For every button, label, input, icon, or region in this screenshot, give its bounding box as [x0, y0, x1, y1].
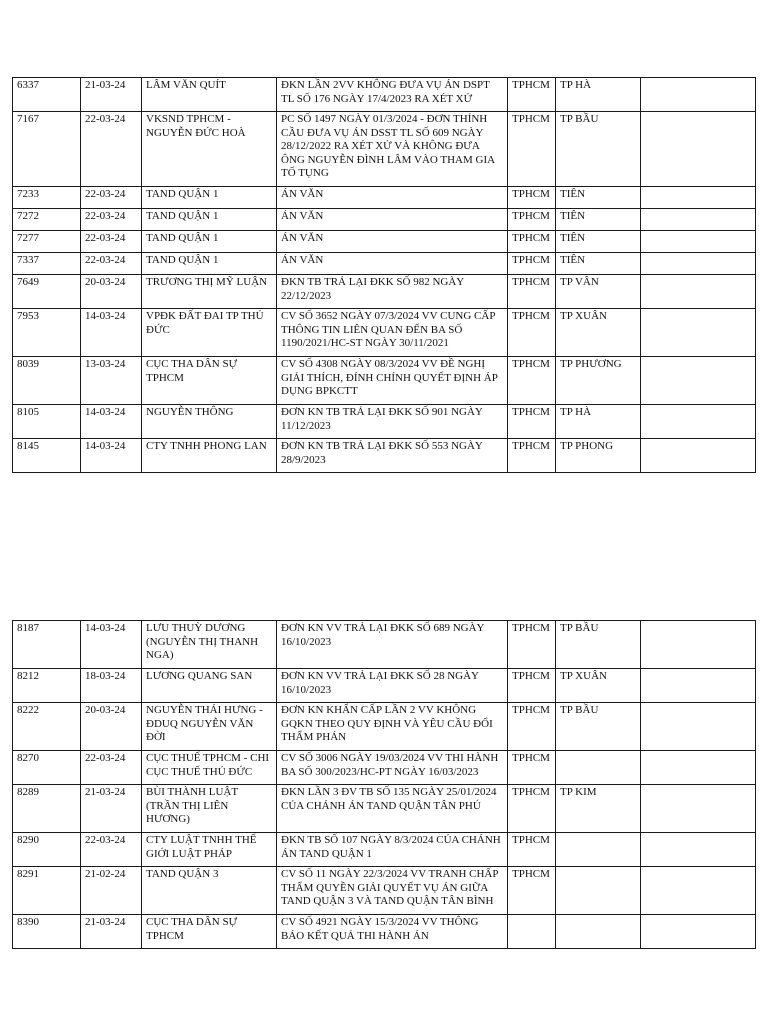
record-id-cell: 8270 [13, 751, 81, 785]
record-location-cell: TPHCM [508, 275, 556, 309]
table-row [13, 439, 756, 473]
record-assignee-cell: TIÊN [556, 231, 641, 253]
record-assignee-cell: TP PHONG [556, 439, 641, 473]
record-sender-cell: LƯƠNG QUANG SAN [142, 669, 277, 703]
record-location-cell: TPHCM [508, 785, 556, 833]
record-id-cell: 7277 [13, 231, 81, 253]
record-note-cell [641, 275, 756, 309]
record-note-cell [641, 78, 756, 112]
record-subject-cell: ĐKN LẦN 2VV KHÔNG ĐƯA VỤ ÁN DSPT TL SỐ 176 NGÀY 17/4/2023 RA XÉT XỬ [277, 78, 508, 112]
record-assignee-cell: TP HÀ [556, 405, 641, 439]
record-date-cell: 22-03-24 [81, 209, 142, 231]
record-id-cell: 8222 [13, 703, 81, 751]
record-assignee-cell: TP HÀ [556, 78, 641, 112]
record-location-cell: TPHCM [508, 833, 556, 867]
record-sender-cell: TAND QUẬN 1 [142, 187, 277, 209]
record-assignee-cell [556, 833, 641, 867]
record-date-cell: 14-03-24 [81, 309, 142, 357]
record-subject-cell: PC SỐ 1497 NGÀY 01/3/2024 - ĐƠN THỈNH CẦU ĐƯA VỤ ÁN DSST TL SỐ 609 NGÀY 28/12/2022 RA XÉT XỬ VÀ KHÔNG ĐƯA ÔNG NGUYỄN ĐÌNH LÂM VÀO THAM GIA TỐ TỤNG [277, 112, 508, 187]
record-note-cell [641, 209, 756, 231]
record-note-cell [641, 112, 756, 187]
record-sender-cell: LÂM VĂN QUÍT [142, 78, 277, 112]
record-subject-cell: CV SỐ 4921 NGÀY 15/3/2024 VV THÔNG BÁO KẾT QUẢ THI HÀNH ÁN [277, 915, 508, 949]
record-location-cell: TPHCM [508, 112, 556, 187]
record-sender-cell: CTY LUẬT TNHH THẾ GIỚI LUẬT PHÁP [142, 833, 277, 867]
record-assignee-cell: TP VÂN [556, 275, 641, 309]
record-note-cell [641, 621, 756, 669]
record-date-cell: 22-03-24 [81, 751, 142, 785]
record-id-cell: 6337 [13, 78, 81, 112]
table-row [13, 78, 756, 112]
record-assignee-cell: TP BẦU [556, 112, 641, 187]
record-sender-cell: BÙI THÀNH LUẬT (TRẦN THỊ LIÊN HƯƠNG) [142, 785, 277, 833]
record-date-cell: 21-03-24 [81, 915, 142, 949]
record-note-cell [641, 833, 756, 867]
record-note-cell [641, 357, 756, 405]
record-location-cell: TPHCM [508, 231, 556, 253]
record-id-cell: 7167 [13, 112, 81, 187]
records-table-1-body [13, 78, 756, 473]
record-id-cell: 7233 [13, 187, 81, 209]
record-subject-cell: ÁN VĂN [277, 187, 508, 209]
table-row [13, 231, 756, 253]
record-location-cell: TPHCM [508, 357, 556, 405]
table-row [13, 112, 756, 187]
record-date-cell: 21-02-24 [81, 867, 142, 915]
record-sender-cell: CỤC THA DÂN SỰ TPHCM [142, 357, 277, 405]
record-location-cell: TPHCM [508, 405, 556, 439]
table-row [13, 309, 756, 357]
record-location-cell: TPHCM [508, 439, 556, 473]
record-subject-cell: ĐƠN KN TB TRẢ LẠI ĐKK SỐ 901 NGÀY 11/12/2023 [277, 405, 508, 439]
table-row [13, 275, 756, 309]
record-sender-cell: CỤC THA DÂN SỰ TPHCM [142, 915, 277, 949]
record-note-cell [641, 669, 756, 703]
record-location-cell: TPHCM [508, 209, 556, 231]
record-id-cell: 8390 [13, 915, 81, 949]
record-id-cell: 7272 [13, 209, 81, 231]
record-sender-cell: TAND QUẬN 1 [142, 253, 277, 275]
document-table-1 [12, 77, 756, 473]
record-subject-cell: CV SỐ 3652 NGÀY 07/3/2024 VV CUNG CẤP THÔNG TIN LIÊN QUAN ĐẾN BA SỐ 1190/2021/HC-ST NGÀY 30/11/2021 [277, 309, 508, 357]
record-id-cell: 8145 [13, 439, 81, 473]
record-location-cell: TPHCM [508, 621, 556, 669]
record-assignee-cell: TP XUÂN [556, 309, 641, 357]
table-row [13, 405, 756, 439]
record-id-cell: 8105 [13, 405, 81, 439]
record-sender-cell: VPĐK ĐẤT ĐAI TP THỦ ĐỨC [142, 309, 277, 357]
record-date-cell: 13-03-24 [81, 357, 142, 405]
records-table-2-body [13, 621, 756, 949]
record-subject-cell: ĐKN LẦN 3 ĐV TB SỐ 135 NGÀY 25/01/2024 CỦA CHÁNH ÁN TAND QUẬN TÂN PHÚ [277, 785, 508, 833]
record-subject-cell: ÁN VĂN [277, 231, 508, 253]
record-id-cell: 7649 [13, 275, 81, 309]
record-subject-cell: ĐƠN KN VV TRẢ LẠI ĐKK SỐ 689 NGÀY 16/10/2023 [277, 621, 508, 669]
record-date-cell: 18-03-24 [81, 669, 142, 703]
record-sender-cell: NGUYỄN THÁI HƯNG - ĐDUQ NGUYỄN VĂN ĐỜI [142, 703, 277, 751]
table-row [13, 867, 756, 915]
record-sender-cell: VKSND TPHCM - NGUYỄN ĐỨC HOÀ [142, 112, 277, 187]
record-date-cell: 22-03-24 [81, 833, 142, 867]
record-assignee-cell [556, 867, 641, 915]
record-date-cell: 14-03-24 [81, 439, 142, 473]
record-date-cell: 20-03-24 [81, 703, 142, 751]
record-note-cell [641, 405, 756, 439]
record-note-cell [641, 309, 756, 357]
record-date-cell: 14-03-24 [81, 405, 142, 439]
record-id-cell: 8212 [13, 669, 81, 703]
record-note-cell [641, 867, 756, 915]
record-sender-cell: CỤC THUẾ TPHCM - CHI CỤC THUẾ THỦ ĐỨC [142, 751, 277, 785]
record-assignee-cell: TP KIM [556, 785, 641, 833]
record-sender-cell: CTY TNHH PHONG LAN [142, 439, 277, 473]
record-note-cell [641, 187, 756, 209]
table-row [13, 751, 756, 785]
record-subject-cell: CV SỐ 11 NGÀY 22/3/2024 VV TRANH CHẤP THẨM QUYỀN GIẢI QUYẾT VỤ ÁN GIỮA TAND QUẬN 3 VÀ TAND QUẬN TÂN BÌNH [277, 867, 508, 915]
record-note-cell [641, 915, 756, 949]
record-location-cell: TPHCM [508, 751, 556, 785]
record-location-cell: TPHCM [508, 703, 556, 751]
record-assignee-cell [556, 751, 641, 785]
record-assignee-cell [556, 915, 641, 949]
record-assignee-cell: TP BẦU [556, 703, 641, 751]
records-table-1 [12, 77, 756, 473]
record-note-cell [641, 703, 756, 751]
record-id-cell: 8187 [13, 621, 81, 669]
record-note-cell [641, 785, 756, 833]
record-date-cell: 22-03-24 [81, 112, 142, 187]
record-note-cell [641, 751, 756, 785]
record-subject-cell: ĐƠN KN TB TRẢ LẠI ĐKK SỐ 553 NGÀY 28/9/2023 [277, 439, 508, 473]
record-location-cell: TPHCM [508, 867, 556, 915]
record-sender-cell: TAND QUẬN 1 [142, 209, 277, 231]
record-location-cell: TPHCM [508, 669, 556, 703]
record-id-cell: 8290 [13, 833, 81, 867]
record-location-cell: TPHCM [508, 253, 556, 275]
record-note-cell [641, 231, 756, 253]
record-subject-cell: ĐƠN KN VV TRẢ LẠI ĐKK SỐ 28 NGÀY 16/10/2023 [277, 669, 508, 703]
record-date-cell: 14-03-24 [81, 621, 142, 669]
table-row [13, 669, 756, 703]
record-date-cell: 22-03-24 [81, 231, 142, 253]
record-assignee-cell: TIÊN [556, 253, 641, 275]
record-subject-cell: ĐKN TB SỐ 107 NGÀY 8/3/2024 CỦA CHÁNH ÁN TAND QUẬN 1 [277, 833, 508, 867]
record-date-cell: 21-03-24 [81, 78, 142, 112]
record-sender-cell: LƯU THUỲ DƯƠNG (NGUYỄN THỊ THANH NGA) [142, 621, 277, 669]
record-id-cell: 7337 [13, 253, 81, 275]
record-date-cell: 21-03-24 [81, 785, 142, 833]
record-subject-cell: ÁN VĂN [277, 253, 508, 275]
record-subject-cell: ĐƠN KN KHẨN CẤP LẦN 2 VV KHÔNG GQKN THEO QUY ĐỊNH VÀ YÊU CẦU ĐỔI THẨM PHÁN [277, 703, 508, 751]
record-assignee-cell: TP BẦU [556, 621, 641, 669]
record-note-cell [641, 439, 756, 473]
table-row [13, 833, 756, 867]
table-row [13, 621, 756, 669]
record-location-cell: TPHCM [508, 78, 556, 112]
record-location-cell [508, 915, 556, 949]
records-table-2 [12, 620, 756, 949]
record-date-cell: 20-03-24 [81, 275, 142, 309]
table-row [13, 915, 756, 949]
record-sender-cell: TAND QUẬN 3 [142, 867, 277, 915]
table-row [13, 209, 756, 231]
record-assignee-cell: TIÊN [556, 187, 641, 209]
record-sender-cell: TAND QUẬN 1 [142, 231, 277, 253]
record-date-cell: 22-03-24 [81, 187, 142, 209]
table-row [13, 703, 756, 751]
table-row [13, 357, 756, 405]
record-subject-cell: ĐKN TB TRẢ LẠI ĐKK SỐ 982 NGÀY 22/12/2023 [277, 275, 508, 309]
table-row [13, 187, 756, 209]
record-id-cell: 7953 [13, 309, 81, 357]
record-sender-cell: TRƯƠNG THỊ MỸ LUẬN [142, 275, 277, 309]
table-row [13, 253, 756, 275]
record-subject-cell: CV SỐ 4308 NGÀY 08/3/2024 VV ĐỀ NGHỊ GIẢI THÍCH, ĐÍNH CHÍNH QUYẾT ĐỊNH ÁP DỤNG BPKCTT [277, 357, 508, 405]
record-id-cell: 8039 [13, 357, 81, 405]
table-row [13, 785, 756, 833]
record-location-cell: TPHCM [508, 187, 556, 209]
record-subject-cell: CV SỐ 3006 NGÀY 19/03/2024 VV THI HÀNH BA SỐ 300/2023/HC-PT NGÀY 16/03/2023 [277, 751, 508, 785]
record-note-cell [641, 253, 756, 275]
record-assignee-cell: TIÊN [556, 209, 641, 231]
record-date-cell: 22-03-24 [81, 253, 142, 275]
record-sender-cell: NGUYỄN THÔNG [142, 405, 277, 439]
record-id-cell: 8289 [13, 785, 81, 833]
record-location-cell: TPHCM [508, 309, 556, 357]
record-assignee-cell: TP PHƯƠNG [556, 357, 641, 405]
record-subject-cell: ÁN VĂN [277, 209, 508, 231]
record-assignee-cell: TP XUÂN [556, 669, 641, 703]
document-table-2 [12, 620, 756, 949]
record-id-cell: 8291 [13, 867, 81, 915]
